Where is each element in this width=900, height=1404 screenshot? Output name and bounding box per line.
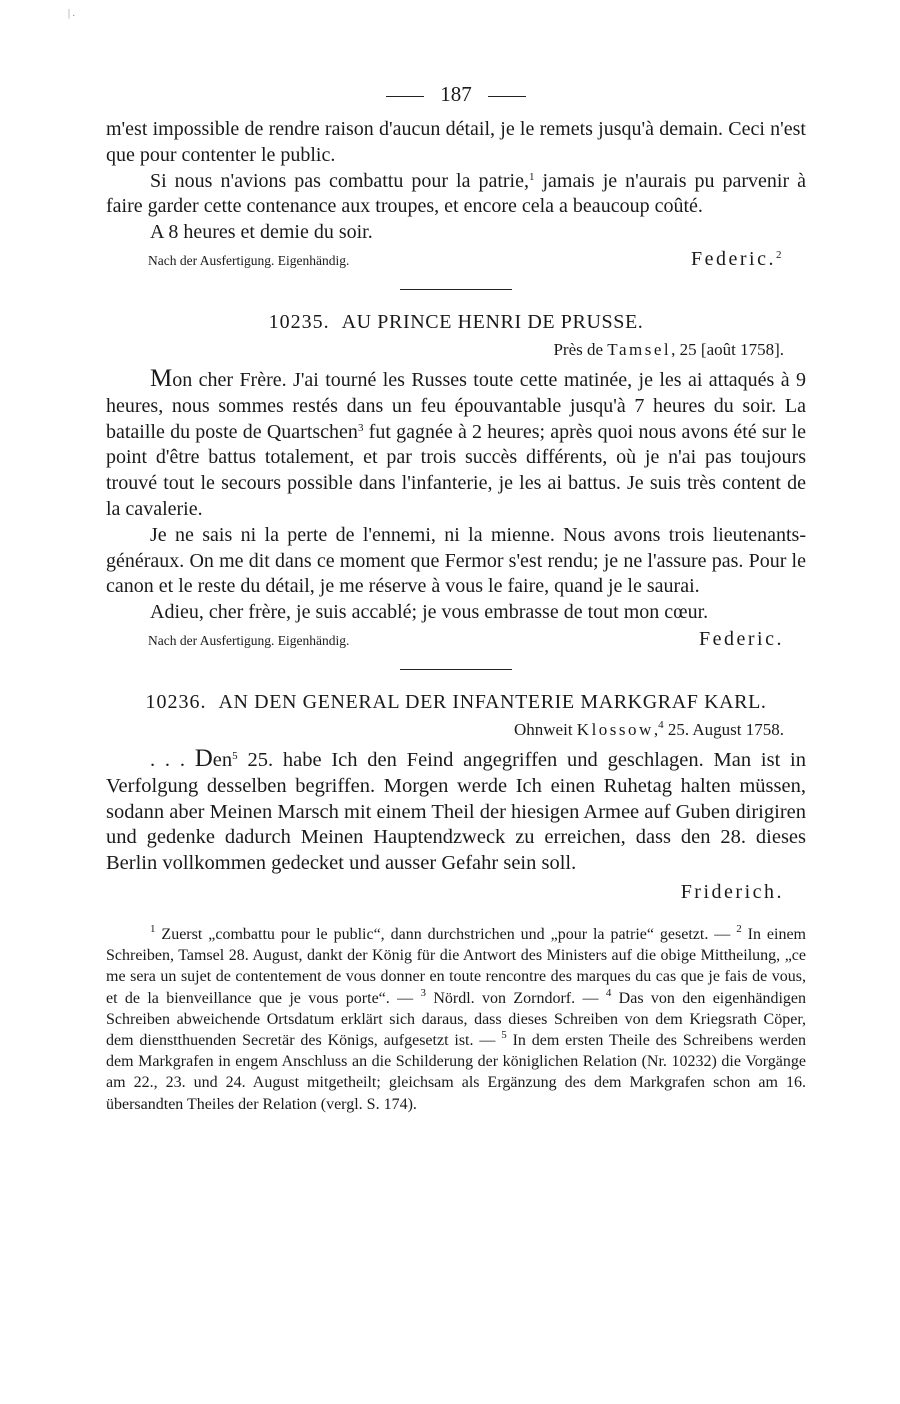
source-note: Nach der Ausfertigung. Eigenhändig. (148, 632, 350, 648)
signature: Federic. (699, 627, 784, 650)
initial-letter: D (194, 744, 213, 772)
letter-heading (106, 690, 806, 715)
text-run: fut gagnée à 2 heures; après quoi nous avons été sur le point d'être battus totalement, et par trois succès différents, où je n'ai pas toujours trouvé tout le secours possible dans l'infanterie, je les ai battus. Je suis très content de la cavalerie. (106, 420, 806, 520)
letter-title: AN DEN GENERAL DER INFANTERIE MARKGRAF KARL. (218, 690, 767, 713)
section-divider (400, 289, 512, 290)
footnote-text: In dem ersten Theile des Schreibens werden dem Markgrafen in engem Anschluss an die Schilderung der königlichen Relation (Nr. 10232) die Vorgänge am 22., 23. und 24. August mitgetheilt; gleichsam als Ergänzung des dem Markgrafen schon am 16. übersandten Theiles der Relation (vergl. S. 174). (106, 1031, 807, 1113)
letter-closing: Adieu, cher frère, je suis accablé; je vous embrasse de tout mon cœur. (150, 601, 709, 624)
time-note: A 8 heures et demie du soir. (150, 221, 373, 244)
letter-number: 10235. (268, 310, 330, 333)
page-number: 187 (440, 82, 472, 106)
place-date (106, 340, 784, 360)
letter-paragraph-2: Je ne sais ni la perte de l'ennemi, ni la mienne. Nous avons trois lieutenants-généraux. On me dit dans ce moment que Fermor s'est rendu; je ne l'assure pas. Pour le canon et le reste du détail, je me réserve à vous le faire, quand je le saurai. (106, 523, 806, 598)
footnote-ref-3: 3 (357, 421, 364, 434)
continuation-paragraph-2 (106, 169, 806, 221)
text-run: on cher Frère. J'ai tourné les Russes toute cette matinée, je les ai attaqués à 9 heures, nous sommes restés dans un feu épouvantable jusqu'à 7 heures du soir. La bataille du poste de Quartschen (106, 368, 806, 443)
signature-text: Federic. (691, 247, 776, 270)
footnote-number: 3 (420, 986, 426, 999)
footnote-block (106, 924, 806, 1115)
letter-paragraph (106, 366, 806, 523)
signature-line (106, 628, 806, 651)
text-run: , 25 [août 1758]. (671, 339, 784, 359)
signature (691, 248, 806, 271)
text-run: Près de (553, 339, 608, 359)
header-dash-right (488, 96, 526, 97)
ellipsis: . . . (150, 748, 195, 771)
footnote-ref-1: 1 (528, 170, 535, 183)
header-dash-left (386, 96, 424, 97)
text-run: Ohnweit (514, 719, 577, 739)
footnote-text: Zuerst „combattu pour le public“, dann durchstrichen und „pour la patrie“ gesetzt. — (155, 925, 737, 943)
page-header (106, 82, 806, 107)
text-run: 25. habe Ich den Feind angegriffen und geschlagen. Man ist in Verfolgung desselben begriffen. Morgen werde Ich einen Ruhetag halten müssen, sodann aber Meinen Marsch mit einem Theil der hiesigen Armee auf Guben dirigiren und gedenke dadurch Meinen Hauptendzweck zu erreichen, dass den 28. dieses Berlin vollkommen gedecket und ausser Gefahr sein soll. (106, 748, 807, 875)
footnote-number: 5 (501, 1028, 507, 1041)
text-run: Si nous n'avions pas combattu pour la patrie, (150, 169, 529, 192)
scan-speck: | . (68, 8, 76, 19)
place-name: Tamsel (607, 339, 672, 359)
text-run: 25. August 1758. (663, 719, 784, 739)
section-divider (400, 669, 512, 670)
continuation-paragraph: m'est impossible de rendre raison d'aucun détail, je le remets jusqu'à demain. Ceci n'est que pour contenter le public. (106, 118, 806, 166)
german-letter-body (106, 746, 806, 877)
source-note: Nach der Ausfertigung. Eigenhändig. (148, 252, 350, 268)
initial-letter: M (150, 364, 173, 392)
footnotes (106, 924, 806, 1115)
signature-line (106, 248, 806, 271)
footnote-number: 1 (150, 922, 156, 935)
footnote-text: In einem Schreiben, Tamsel 28. August, dankt der König für die Antwort des Ministers auf die obige Mittheilung, „ce me sera un sujet de contentement de vous donner en toute rencontre des marques du cas que je fais de vous, et de la bienveillance que je vous porte“. — (106, 925, 806, 1007)
footnote-ref-2: 2 (776, 248, 784, 261)
place-date: Ohnweit Klossow,$^4$ 25. August 1758. (514, 718, 784, 739)
footnote-number: 4 (605, 986, 612, 999)
letter-title: AU PRINCE HENRI DE PRUSSE. (341, 310, 644, 333)
signature: Friderich. (680, 880, 784, 903)
footnote-number: 2 (736, 922, 742, 935)
text-run: en (212, 748, 233, 771)
place-name: Klossow (576, 719, 654, 739)
footnote-text: Das von den eigenhändigen Schreiben abweichende Ortsdatum erklärt sich daraus, dass dieses Schreiben von dem Kriegsrath Cöper, dem dienstthuenden Secretär des Königs, aufgesetzt ist. — (106, 989, 807, 1049)
letter-paragraph (106, 746, 806, 877)
footnote-ref-5: 5 (232, 749, 238, 762)
letter-heading (106, 310, 806, 335)
footnote-ref-4: 4 (658, 718, 664, 731)
footnote-text: Nördl. von Zorndorf. — (425, 989, 606, 1007)
document-page (106, 82, 806, 1115)
text-run: jamais je n'aurais pu parvenir à faire garder cette contenance aux troupes, et encore cela a beaucoup coûté. (106, 169, 806, 218)
letter-number: 10236. (145, 690, 207, 713)
